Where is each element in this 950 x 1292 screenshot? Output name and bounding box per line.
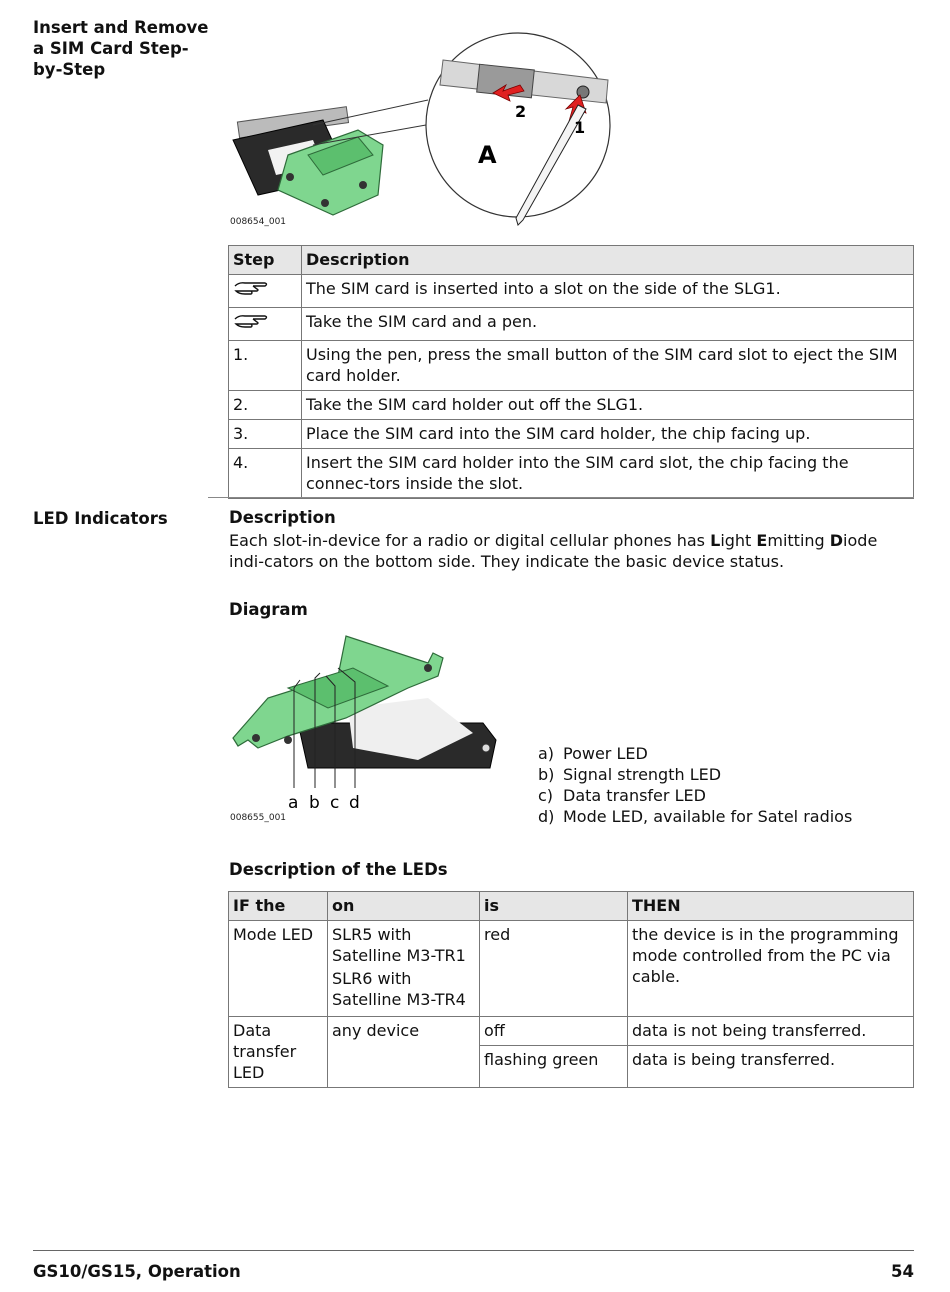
step-cell: 2. [229, 391, 302, 420]
led-diagram-figure [228, 628, 503, 818]
step-cell [229, 308, 302, 341]
table-row [229, 921, 914, 1017]
leds-table-wrap [228, 891, 914, 1088]
callout-2: 2 [515, 102, 527, 121]
then-cell: data is being transferred. [628, 1046, 914, 1088]
legend-item: c) Data transfer LED [538, 786, 706, 805]
table-row [229, 308, 914, 341]
callout-1: 1 [574, 118, 586, 137]
diagram-letter-b: b [309, 793, 320, 813]
then-cell: the device is in the programming mode controlled from the PC via cable. [628, 921, 914, 1017]
figure-caption-1: 008654_001 [230, 217, 287, 227]
table-row [229, 420, 914, 449]
section-heading-sim-card: Insert and Remove a SIM Card Step-by-Step [33, 18, 209, 79]
figure-caption-2: 008655_001 [230, 813, 287, 823]
table-row [229, 449, 914, 499]
description-cell: The SIM card is inserted into a slot on the side of the SLG1. [302, 275, 914, 308]
step-cell: 4. [229, 449, 302, 499]
on-cell: any device [328, 1017, 480, 1088]
is-cell: flashing green [480, 1046, 628, 1088]
description-cell: Using the pen, press the small button of the SIM card slot to eject the SIM card holder. [302, 341, 914, 391]
sim-card-figure [228, 25, 618, 235]
steps-table-wrap [228, 245, 914, 499]
diagram-letter-a: a [288, 793, 299, 813]
footer-rule [33, 1250, 914, 1251]
led-device-drawing [233, 636, 496, 768]
sim-holder-drawing [233, 107, 383, 215]
diagram-letter-c: c [330, 793, 340, 813]
table-row [229, 391, 914, 420]
legend-item: b) Signal strength LED [538, 765, 722, 784]
page-number: 54 [891, 1262, 914, 1281]
col-is: is [480, 892, 628, 921]
col-step: Step [229, 246, 302, 275]
section-divider [208, 497, 914, 498]
then-cell: data is not being transferred. [628, 1017, 914, 1046]
if-cell: Mode LED [229, 921, 328, 1017]
legend-item: d) Mode LED, available for Satel radios [538, 807, 853, 826]
description-heading: Description [229, 508, 336, 527]
footer-title: GS10/GS15, Operation [33, 1262, 241, 1281]
col-if: IF the [229, 892, 328, 921]
description-cell: Place the SIM card into the SIM card holder, the chip facing up. [302, 420, 914, 449]
leds-heading: Description of the LEDs [229, 860, 448, 879]
description-cell: Take the SIM card and a pen. [302, 308, 914, 341]
table-row [229, 1017, 914, 1046]
on-cell: SLR5 with Satelline M3-TR1 SLR6 with Satelline M3-TR4 [328, 921, 480, 1017]
led-legend [538, 743, 918, 827]
if-cell: Data transfer LED [229, 1017, 328, 1088]
table-row [229, 341, 914, 391]
led-description-text: Each slot-in-device for a radio or digital cellular phones has Light Emitting Diode indi-cators on the bottom side. They indicate the basic device status. [229, 531, 878, 571]
table-header-row [229, 892, 914, 921]
legend-item: a) Power LED [538, 744, 648, 763]
steps-table [228, 245, 914, 499]
col-then: THEN [628, 892, 914, 921]
pointing-hand-icon [233, 278, 269, 298]
table-row [229, 275, 914, 308]
description-cell: Insert the SIM card holder into the SIM card slot, the chip facing the connec-tors inside the slot. [302, 449, 914, 499]
is-cell: red [480, 921, 628, 1017]
step-cell: 3. [229, 420, 302, 449]
diagram-heading: Diagram [229, 600, 308, 619]
col-description: Description [302, 246, 914, 275]
table-header-row [229, 246, 914, 275]
section-heading-led: LED Indicators [33, 509, 168, 528]
callout-a: A [478, 141, 497, 169]
step-cell [229, 275, 302, 308]
is-cell: off [480, 1017, 628, 1046]
diagram-letter-d: d [349, 793, 360, 813]
col-on: on [328, 892, 480, 921]
description-cell: Take the SIM card holder out off the SLG1. [302, 391, 914, 420]
step-cell: 1. [229, 341, 302, 391]
pointing-hand-icon [233, 311, 269, 331]
leds-table [228, 891, 914, 1088]
